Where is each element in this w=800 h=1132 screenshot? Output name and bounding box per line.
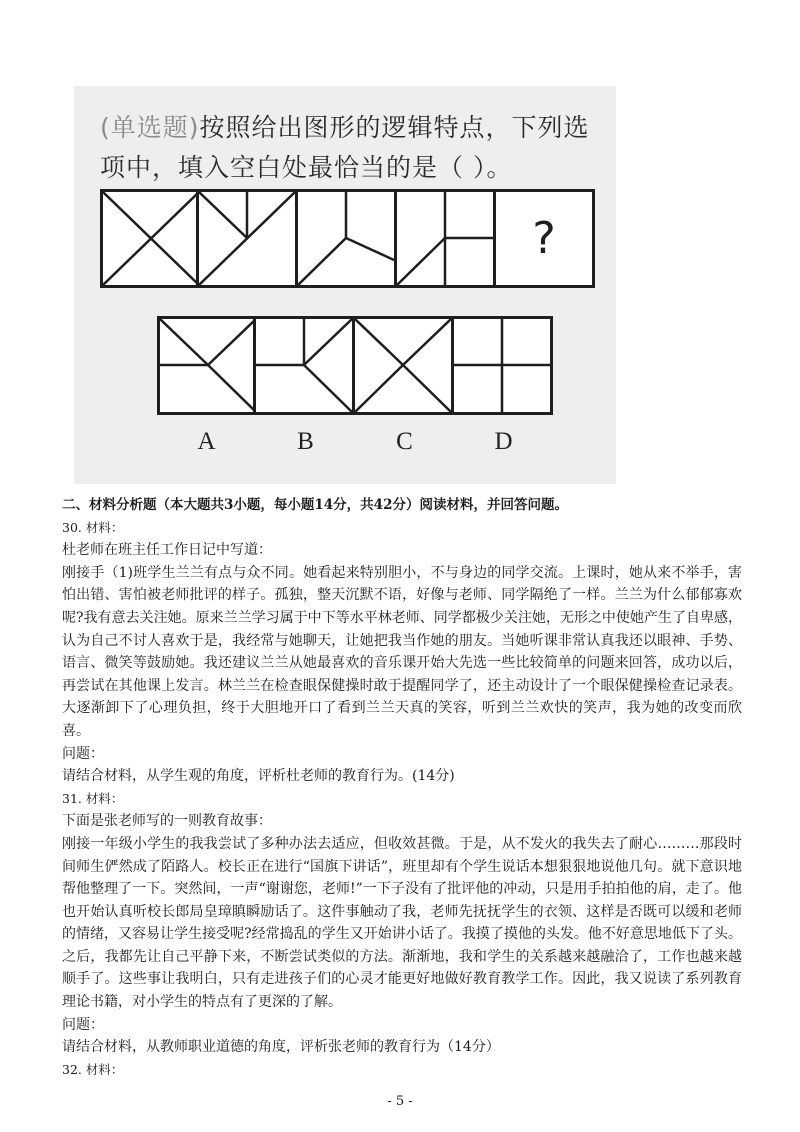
option-a-figure[interactable] <box>157 316 256 415</box>
option-labels <box>157 428 553 456</box>
q31-question: 请结合材料，从教师职业道德的角度，评析张老师的教育行为（14分） <box>62 1039 500 1056</box>
q32-label: 32. 材料： <box>62 1061 124 1077</box>
question-text: 按照给出图形的逻辑特点，下列选项中，填入空白处最恰当的是（ ）。 <box>100 113 590 182</box>
q30-label: 30. 材料： <box>62 519 124 535</box>
question-mark: ? <box>532 213 556 264</box>
figure-1 <box>100 189 199 288</box>
q31-intro: 下面是张老师写的一则教育故事： <box>62 813 272 830</box>
q30-question-label: 问题： <box>62 745 104 762</box>
option-b-figure[interactable] <box>256 316 355 415</box>
document-body <box>62 494 742 1081</box>
q30-material: 刚接手（1)班学生兰兰有点与众不同。她看起来特别胆小，不与身边的同学交流。上课时，她从来不举手，害怕出错、害怕被老师批评的样子。孤独，整天沉默不语，好像与老师、同学隔绝了一样。兰兰为什么郁郁寡欢呢?我有意去关注她。原来兰兰学习属于中下等水平林老师、同学都极少关注她，无形之中使她产生了自卑感，认为自己不讨人喜欢于是，我经常与她聊天，让她把我当作她的朋友。当她听课非常认真我还以眼神、手势、语言、微笑等鼓励她。我还建议兰兰从她最喜欢的音乐课开始大先选一些比较简单的问题来回答，成功以后，再尝试在其他课上发言。林兰兰在检查眼保健操时敢于提醒同学了，还主动设计了一个眼保健操检查记录表。大逐渐卸下了心理负担，终于大胆地开口了看到兰兰天真的笑容，听到兰兰欢快的笑声，我为她的改变而欣喜。 <box>62 564 742 739</box>
option-c-label: C <box>396 428 413 455</box>
q30-intro: 杜老师在班主任工作日记中写道： <box>62 542 272 559</box>
q31-question-label: 问题： <box>62 1016 104 1033</box>
figure-2 <box>199 189 298 288</box>
option-d-label: D <box>494 428 513 455</box>
figure-sequence <box>100 189 595 288</box>
option-c-figure[interactable] <box>355 316 454 415</box>
page-number: - 5 - <box>387 1094 413 1109</box>
q31-material: 刚接一年级小学生的我我尝试了多种办法去适应，但收效甚微。于是，从不发火的我失去了耐心………那段时间师生俨然成了陌路人。校长正在进行“国旗下讲话”，班里却有个学生说话本想狠狠地说他几句。就下意识地帮他整理了一下。突然间，一声“谢谢您，老师!”一下子没有了批评他的冲动，只是用手拍拍他的肩，走了。他也开始认真听校长郎局皇璋瞋瞬励话了。这件事触动了我，老师先抚抚学生的衣领、这样是否既可以缓和老师的情绪，又容易让学生接受呢?经常捣乱的学生又开始讲小话了。我摸了摸他的头发。他不好意思地低下了头。之后，我都先让自己平静下来，不断尝试类似的方法。渐渐地，我和学生的关系越来越融洽了，工作也越来越顺手了。这些事让我明白，只有走进孩子们的心灵才能更好地做好教育教学工作。因此，我又说读了系列教育理论书籍，对小学生的特点有了更深的了解。 <box>62 835 742 1011</box>
option-b-label: B <box>297 428 314 455</box>
figure-3 <box>298 189 397 288</box>
figure-blank <box>496 189 595 288</box>
section-title: 二、材料分析题（本大题共3小题，每小题14分，共42分）阅读材料，并回答问题。 <box>62 497 568 513</box>
answer-options <box>157 316 553 415</box>
figure-4 <box>397 189 496 288</box>
option-d-figure[interactable] <box>454 316 553 415</box>
option-a-label: A <box>197 428 216 455</box>
question-title <box>100 108 600 188</box>
question-image <box>74 86 616 484</box>
question-tag: (单选题) <box>100 113 200 142</box>
q31-label: 31. 材料： <box>62 790 124 806</box>
q30-question: 请结合材料，从学生观的角度，评析杜老师的教育行为。(14分) <box>62 768 455 785</box>
